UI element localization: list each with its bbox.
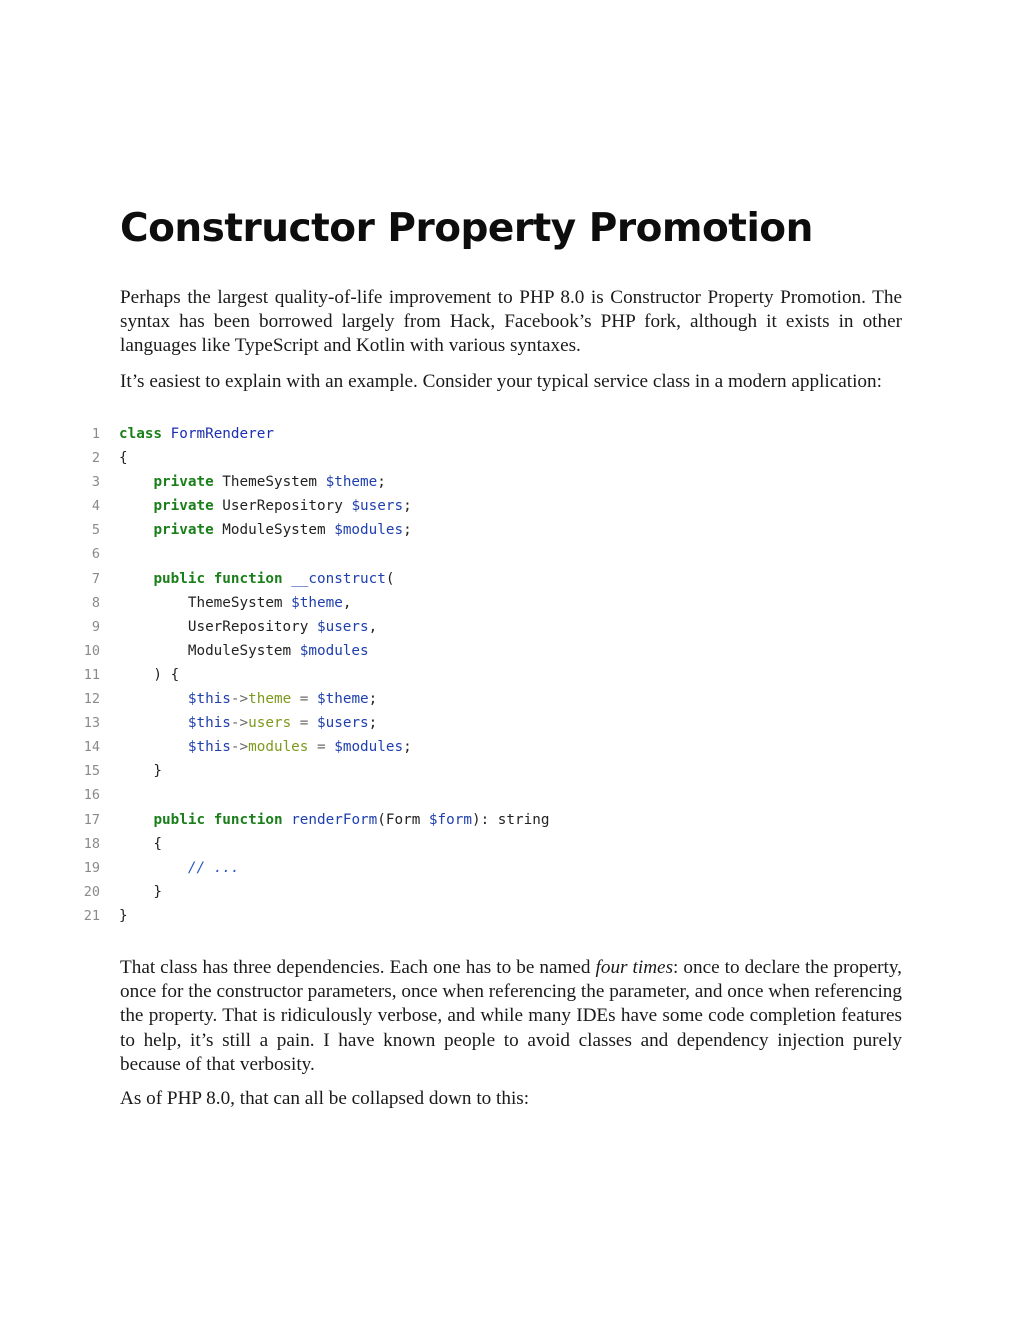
code-token: -> <box>230 715 249 732</box>
line-number: 12 <box>83 691 100 708</box>
code-token <box>119 715 188 731</box>
code-token: $this <box>187 715 231 732</box>
code-text <box>119 735 412 759</box>
code-token: ; <box>403 739 412 756</box>
code-token: ; <box>377 474 386 491</box>
line-number: 1 <box>91 426 100 442</box>
code-token: ): string <box>471 811 550 828</box>
code-token: $this <box>187 691 231 708</box>
explanation-text-end: : once to declare the property, once for the constructor parameters, once when referencing the parameter, and once when referencing the property. That is ridiculously verbose, and while many IDEs have some code completion features to help, it’s still a pain. I have known people to avoid classes and dependency injection purely because of that verbosity. <box>120 957 902 1075</box>
code-token <box>119 571 153 587</box>
code-line <box>0 759 1020 783</box>
code-token: modules <box>248 739 309 756</box>
code-token: __construct <box>291 570 386 587</box>
line-number: 2 <box>91 450 100 467</box>
code-text <box>119 832 162 856</box>
code-token: renderForm <box>291 811 378 828</box>
code-line <box>0 639 1020 663</box>
code-token: ; <box>368 691 378 708</box>
code-token: UserRepository <box>119 618 317 635</box>
code-text <box>119 639 369 663</box>
line-number: 14 <box>83 739 100 756</box>
line-number: 7 <box>91 570 100 587</box>
code-token <box>162 426 171 442</box>
line-number: 18 <box>83 835 100 852</box>
code-token: $modules <box>334 739 404 756</box>
code-token: class <box>119 426 163 442</box>
line-number: 3 <box>91 474 100 491</box>
closing-paragraph: As of PHP 8.0, that can all be collapsed down to this: <box>120 1088 530 1109</box>
code-token <box>283 571 292 587</box>
line-number: 5 <box>91 522 100 539</box>
code-token: ModuleSystem <box>119 642 300 659</box>
line-number: 13 <box>83 715 100 732</box>
line-number: 15 <box>83 763 100 780</box>
code-token: $form <box>428 811 472 828</box>
code-token: = <box>317 739 326 756</box>
code-token: ; <box>368 715 378 732</box>
code-token: , <box>368 618 378 635</box>
code-token: users <box>248 715 292 732</box>
code-token <box>283 812 292 828</box>
code-text <box>119 470 386 494</box>
code-token: private <box>153 522 214 539</box>
code-token: // ... <box>187 859 240 876</box>
explanation-paragraph <box>120 956 902 1077</box>
code-token: } <box>119 883 163 900</box>
code-line <box>0 687 1020 711</box>
code-token: private <box>153 498 214 515</box>
code-text <box>119 904 128 928</box>
code-token: function <box>213 570 283 587</box>
code-token: public <box>153 570 206 587</box>
code-token <box>205 812 214 828</box>
example-lead-paragraph: It’s easiest to explain with an example. Consider your typical service class in a modern application: <box>120 371 882 392</box>
code-text <box>119 422 274 446</box>
code-line <box>0 615 1020 639</box>
code-line <box>0 663 1020 687</box>
code-listing <box>0 422 1020 928</box>
code-line <box>0 422 1020 446</box>
code-token: $this <box>187 739 231 756</box>
code-token: $modules <box>299 642 369 659</box>
code-token: $users <box>351 498 404 515</box>
line-number: 9 <box>91 618 100 635</box>
code-token: function <box>213 811 283 828</box>
code-line <box>0 783 1020 807</box>
code-token: theme <box>248 691 292 708</box>
code-text <box>119 856 240 880</box>
code-token: ThemeSystem <box>213 474 326 491</box>
code-token <box>119 474 153 490</box>
code-text <box>119 880 162 904</box>
code-token: public <box>153 811 206 828</box>
code-line <box>0 446 1020 470</box>
intro-paragraph: Perhaps the largest quality-of-life improvement to PHP 8.0 is Constructor Property Promotion. The syntax has been borrowed largely from Hack, Facebook’s PHP fork, although it exists in other languages like TypeScript and Kotlin with various syntaxes. <box>120 287 902 357</box>
code-line <box>0 591 1020 615</box>
line-number: 16 <box>83 787 100 804</box>
code-line <box>0 735 1020 759</box>
code-token: ; <box>403 498 412 515</box>
code-text <box>119 687 377 711</box>
code-text <box>119 591 351 615</box>
code-line <box>0 880 1020 904</box>
code-token <box>119 860 188 876</box>
line-number: 6 <box>91 546 100 563</box>
code-text <box>119 663 179 687</box>
code-token <box>308 739 317 755</box>
code-token: = <box>299 715 309 732</box>
code-token: private <box>153 474 214 491</box>
code-token: { <box>119 450 128 467</box>
code-token: ModuleSystem <box>213 522 335 539</box>
line-number: 4 <box>91 498 100 515</box>
code-line <box>0 567 1020 591</box>
code-token: $theme <box>291 594 343 611</box>
code-token: (Form <box>377 811 429 828</box>
code-line <box>0 711 1020 735</box>
code-line <box>0 832 1020 856</box>
code-text <box>119 518 412 542</box>
code-token <box>291 691 300 707</box>
code-token: -> <box>230 691 249 708</box>
code-text <box>119 808 549 832</box>
code-token: , <box>342 594 352 611</box>
code-token <box>308 715 317 731</box>
explanation-text-start: That class has three dependencies. Each one has to be named <box>120 957 596 978</box>
code-token <box>308 691 317 707</box>
code-text <box>119 711 377 735</box>
code-line <box>0 856 1020 880</box>
line-number: 8 <box>91 594 100 611</box>
line-number: 20 <box>83 883 100 900</box>
code-line <box>0 470 1020 494</box>
code-token <box>119 812 153 828</box>
code-token <box>119 691 188 707</box>
code-text <box>119 494 412 518</box>
code-token: -> <box>230 739 249 756</box>
code-token <box>119 739 188 755</box>
code-line <box>0 808 1020 832</box>
code-line <box>0 904 1020 928</box>
line-number: 19 <box>83 859 100 876</box>
code-line <box>0 494 1020 518</box>
code-token: UserRepository <box>213 498 352 515</box>
code-token: ) { <box>119 666 180 683</box>
code-token: FormRenderer <box>170 426 274 442</box>
code-token: ( <box>385 570 395 587</box>
code-token: ThemeSystem <box>119 594 292 611</box>
code-token: { <box>119 835 163 852</box>
code-token: $theme <box>317 691 369 708</box>
code-token: $users <box>316 618 369 635</box>
line-number: 17 <box>83 811 100 828</box>
code-token <box>205 571 214 587</box>
code-token: } <box>119 763 163 780</box>
code-line <box>0 518 1020 542</box>
code-token: ; <box>403 522 412 539</box>
code-token <box>119 522 153 538</box>
code-text <box>119 446 128 470</box>
code-token: = <box>299 691 309 708</box>
code-token: $users <box>317 715 369 732</box>
code-token <box>291 715 300 731</box>
page-title: Constructor Property Promotion <box>120 206 813 251</box>
line-number: 10 <box>83 642 100 659</box>
code-text <box>119 759 162 783</box>
code-token: $modules <box>334 522 404 539</box>
code-line <box>0 542 1020 566</box>
code-token: $theme <box>325 474 378 491</box>
line-number: 11 <box>83 666 100 683</box>
code-token <box>119 498 153 514</box>
line-number: 21 <box>83 907 100 924</box>
code-text <box>119 615 377 639</box>
explanation-emphasis: four times <box>595 957 674 978</box>
code-token: } <box>119 907 128 924</box>
code-token <box>326 739 335 755</box>
code-text <box>119 567 394 591</box>
